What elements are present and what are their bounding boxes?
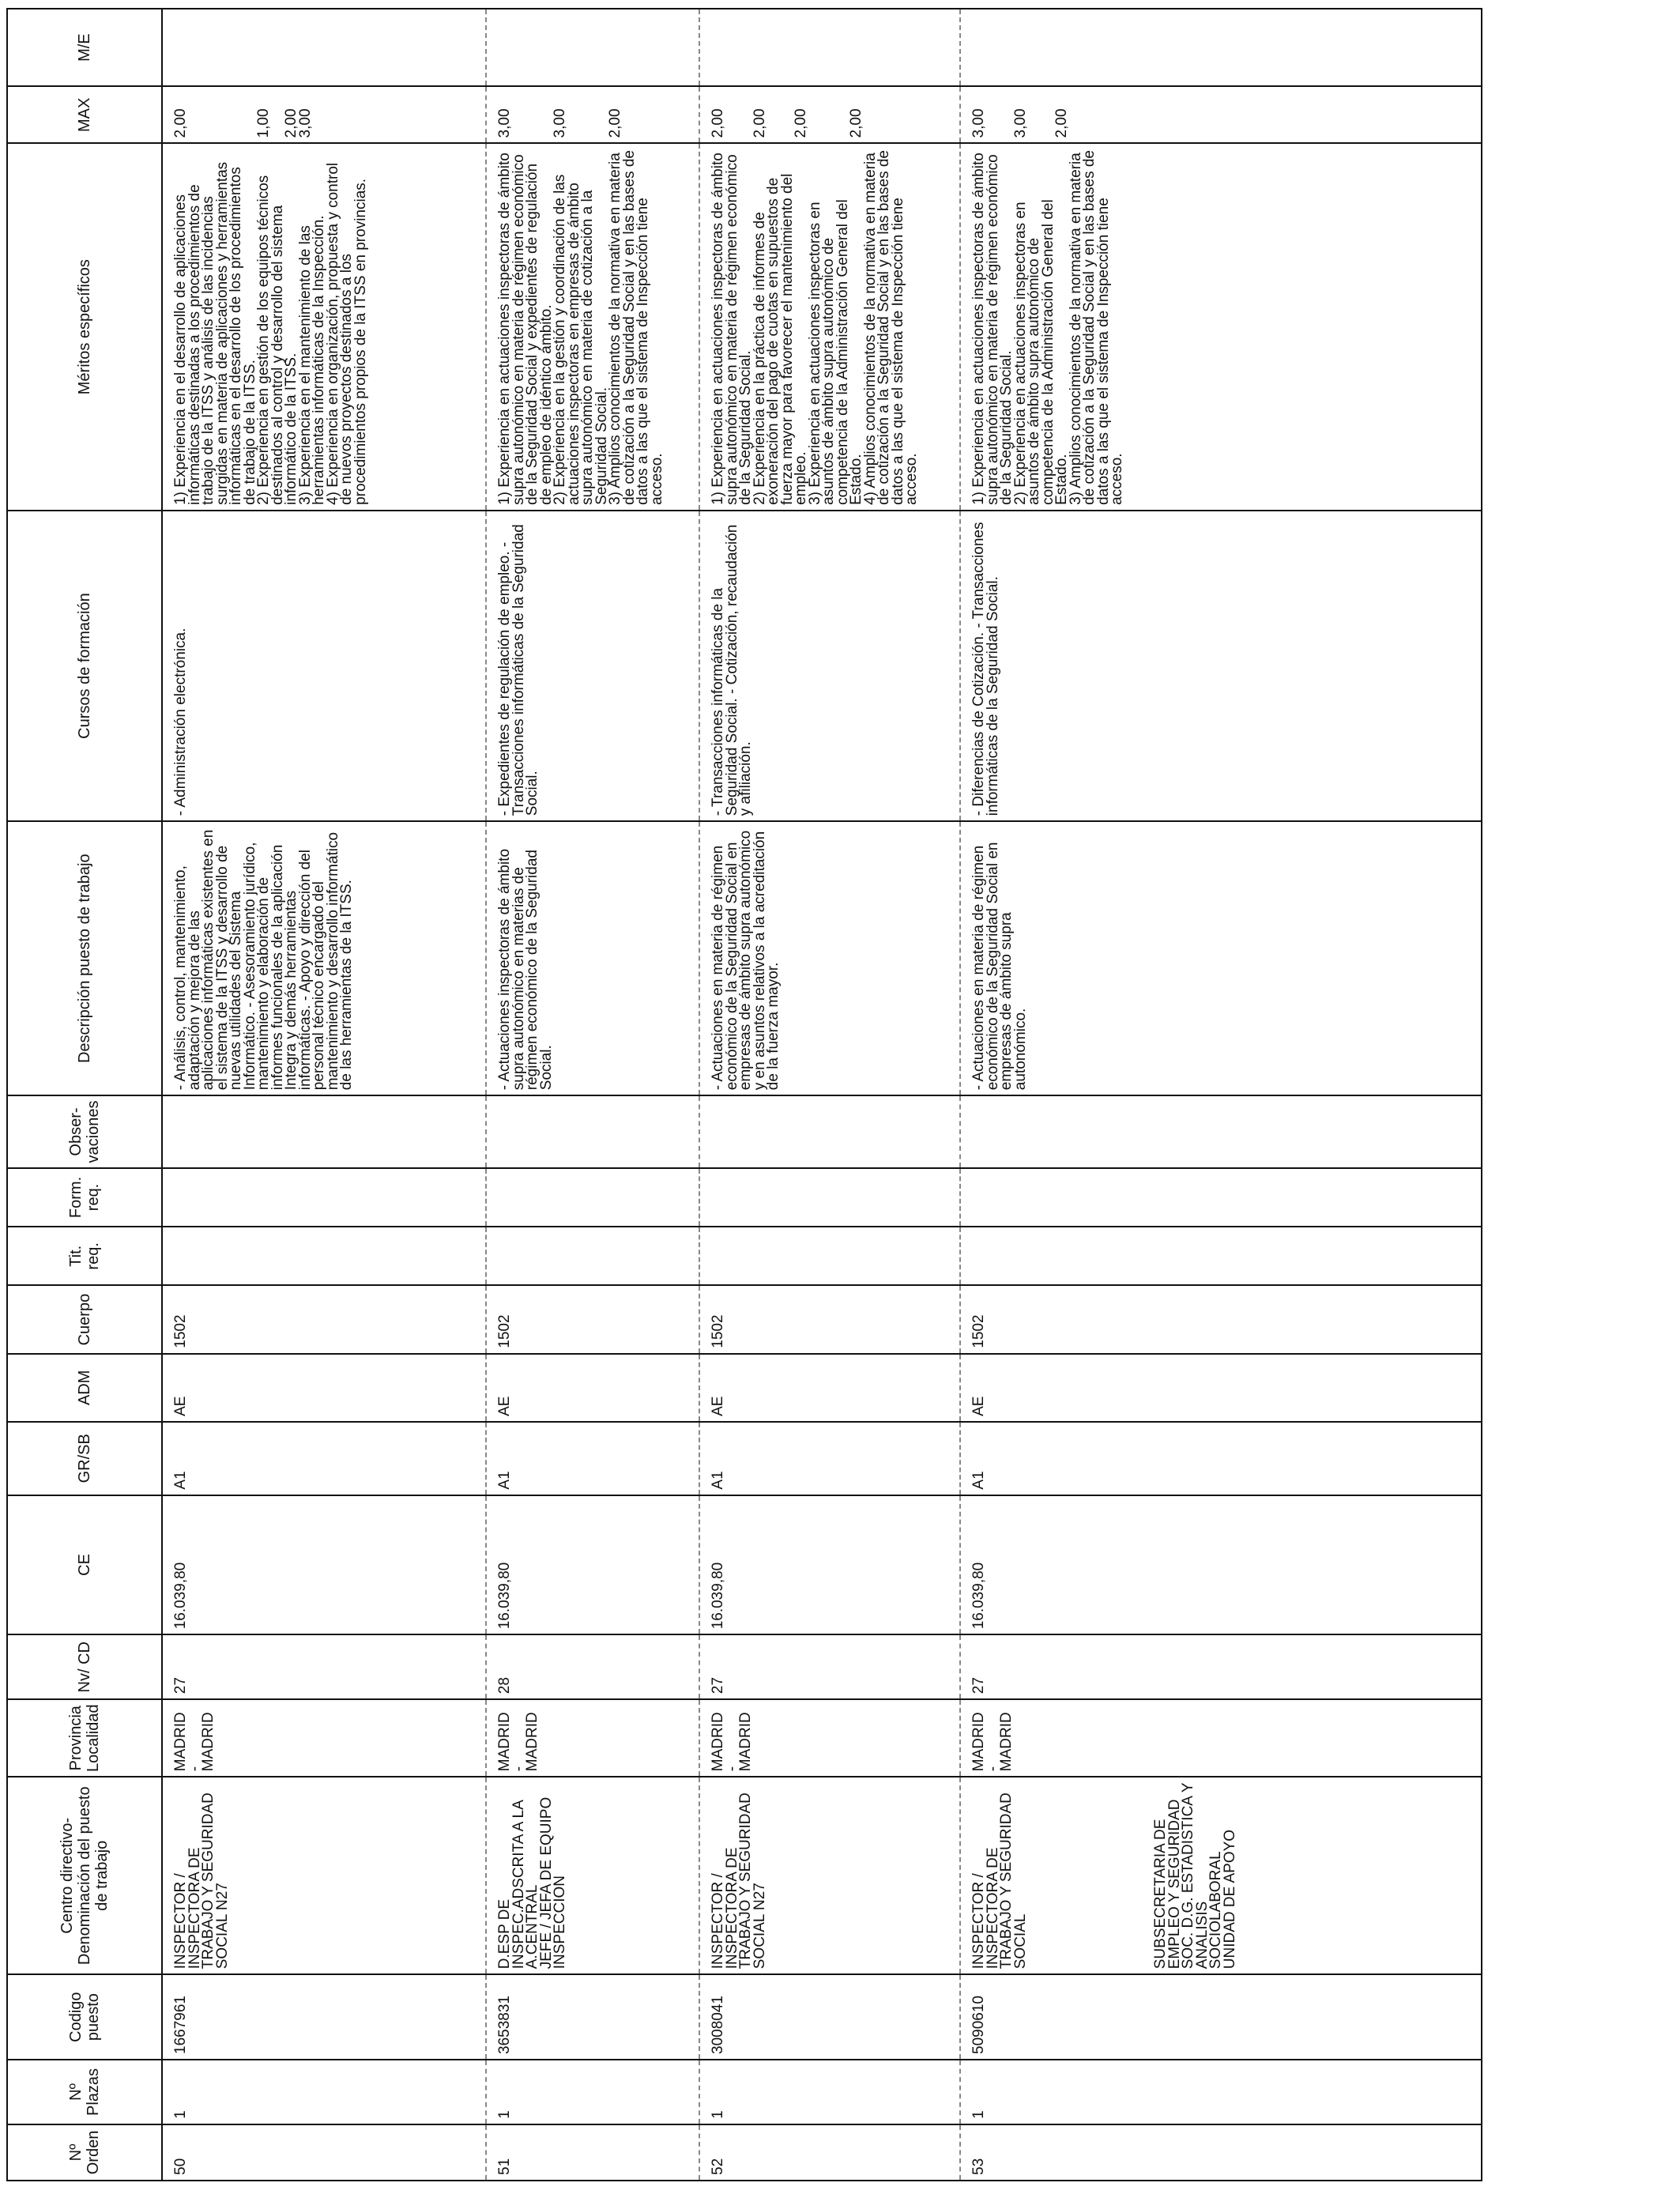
max-value: 2,00 — [172, 108, 189, 138]
merito-line: 2) Experiencia en actuaciones inspectoras en asuntos de ámbito supra autonómico de competencia de la Administración General del Estado. — [1011, 199, 1070, 505]
header-codigo: Codigo puesto — [7, 1974, 162, 2060]
merito-line: 1) Experiencia en el desarrollo de aplicaciones informáticas destinadas a los procedimientos de trabajo de la ITSS y análisis de las incidencias surgidas en materia de aplicaciones y herramientas informáticas en el desarrollo de los procedimientos de trabajo de la ITSS. — [172, 161, 258, 505]
cell-me — [699, 9, 960, 86]
cell-cursos: - Diferencias de Cotización. - Transacciones informáticas de la Seguridad Social. — [960, 511, 1482, 821]
max-value: 3,00 — [970, 108, 987, 138]
cell-descripcion: - Actuaciones en materia de régimen económico de la Seguridad Social en empresas de ámbito supra autonómico y en asuntos relativos a la acreditación de la fuerza mayor. — [699, 821, 960, 1095]
cell-cuerpo: 1502 — [486, 1286, 699, 1354]
cell-obs — [162, 1095, 486, 1168]
cell-adm: AE — [699, 1354, 960, 1422]
cell-adm: AE — [162, 1354, 486, 1422]
header-meritos: Méritos específicos — [7, 143, 162, 510]
positions-table — [6, 8, 1482, 2181]
cell-plazas: 1 — [699, 2060, 960, 2124]
cell-tit — [486, 1227, 699, 1285]
centro-denominacion: INSPECTOR / INSPECTORA DE TRABAJO Y SEGURIDAD SOCIAL N27 — [172, 1793, 231, 1970]
max-value: 2,00 — [848, 108, 864, 138]
centro-directivo: SUBSECRETARIA DE EMPLEO Y SEGURIDAD SOC. D.G. ESTADISTICA Y ANALISIS SOCIOLABORAL — [1152, 1782, 1224, 1970]
cell-cuerpo: 1502 — [960, 1286, 1482, 1354]
cell-form — [162, 1168, 486, 1227]
cell-grupo: A1 — [699, 1422, 960, 1495]
cell-codigo: 5090610 — [960, 1974, 1482, 2060]
cell-tit — [960, 1227, 1482, 1285]
header-cursos: Cursos de formación — [7, 511, 162, 821]
merito-line: 1) Experiencia en actuaciones inspectoras de ámbito supra autonómico en materia de régimen económico de la Seguridad Social. — [710, 153, 754, 505]
cell-form — [960, 1168, 1482, 1227]
header-cuerpo: Cuerpo — [7, 1286, 162, 1354]
cell-form — [699, 1168, 960, 1227]
cell-nivel: 27 — [960, 1634, 1482, 1699]
merito-line: 3) Amplios conocimientos de la normativa en materia de cotización a la Seguridad Social y en las bases de datos a las que el sistema de Inspección tiene acceso. — [607, 149, 665, 505]
merito-line: 2) Experiencia en gestión de los equipos técnicos destinados al control y desarrollo del sistema informático de la ITSS. — [255, 175, 299, 505]
cell-plazas: 1 — [162, 2060, 486, 2124]
cell-orden: 52 — [699, 2124, 960, 2181]
cell-centro — [486, 1777, 699, 1974]
cell-orden: 50 — [162, 2124, 486, 2181]
max-value: 2,00 — [710, 108, 726, 138]
cell-provincia: MADRID - MADRID — [699, 1699, 960, 1777]
header-grupo: GR/SB — [7, 1422, 162, 1495]
cell-max — [486, 86, 699, 143]
cell-cuerpo: 1502 — [699, 1286, 960, 1354]
cell-grupo: A1 — [486, 1422, 699, 1495]
cell-me — [486, 9, 699, 86]
merito-line: 3) Amplios conocimientos de la normativa en materia de cotización a la Seguridad Social y en las bases de datos a las que el sistema de Inspección tiene acceso. — [1067, 149, 1125, 505]
centro-denominacion: INSPECTOR / INSPECTORA DE TRABAJO Y SEGURIDAD SOCIAL N27 — [710, 1793, 768, 1970]
max-value: 3,00 — [496, 108, 513, 138]
max-value: 2,00 — [1053, 108, 1070, 138]
cell-cursos: - Expedientes de regulación de empleo. - Transacciones informáticas de la Seguridad Social. — [486, 511, 699, 821]
centro-directivo: D.ESP DE INSPEC.ADSCRITA A LA A.CENTRAL — [496, 1800, 541, 1970]
cell-cuerpo: 1502 — [162, 1286, 486, 1354]
cell-centro — [960, 1777, 1482, 1974]
cell-grupo: A1 — [162, 1422, 486, 1495]
table-row — [699, 9, 960, 2181]
cell-orden: 53 — [960, 2124, 1482, 2181]
header-provincia: Provincia Localidad — [7, 1699, 162, 1777]
header-tit: Tit. req. — [7, 1227, 162, 1285]
cell-obs — [960, 1095, 1482, 1168]
table-row — [486, 9, 699, 2181]
cell-form — [486, 1168, 699, 1227]
max-value: 1,00 — [255, 108, 272, 138]
header-max: MAX — [7, 86, 162, 143]
cell-tit — [699, 1227, 960, 1285]
header-plazas: Nº Plazas — [7, 2060, 162, 2124]
cell-descripcion: - Actuaciones inspectoras de ámbito supra autonómico en materias de régimen económico de la Seguridad Social. — [486, 821, 699, 1095]
max-value: 2,00 — [283, 108, 299, 138]
cell-max — [162, 86, 486, 143]
cell-provincia: MADRID - MADRID — [960, 1699, 1482, 1777]
table-row — [162, 9, 486, 2181]
merito-line: 4) Experiencia en organización, propuesta y control de nuevos proyectos destinados a los procedimientos propios de la ITSS en provincias. — [324, 162, 369, 505]
header-obs: Obser- vaciones — [7, 1095, 162, 1168]
cell-orden: 51 — [486, 2124, 699, 2181]
cell-ce: 16.039,80 — [960, 1495, 1482, 1635]
cell-cursos: - Transacciones informáticas de la Seguridad Social. - Cotización, recaudación y afiliación. — [699, 511, 960, 821]
cell-meritos — [486, 143, 699, 510]
unidad: UNIDAD DE APOYO — [1221, 1829, 1238, 1970]
cell-nivel: 28 — [486, 1634, 699, 1699]
header-nivel: Nv/ CD — [7, 1634, 162, 1699]
cell-me — [960, 9, 1482, 86]
cell-provincia: MADRID - MADRID — [486, 1699, 699, 1777]
cell-centro — [162, 1777, 486, 1974]
cell-max — [960, 86, 1482, 143]
cell-obs — [486, 1095, 699, 1168]
centro-denominacion: JEFE / JEFA DE EQUIPO INSPECCION — [537, 1796, 568, 1970]
max-value: 3,00 — [552, 108, 568, 138]
cell-plazas: 1 — [960, 2060, 1482, 2124]
cell-grupo: A1 — [960, 1422, 1482, 1495]
header-orden: Nº Orden — [7, 2124, 162, 2181]
header-adm: ADM — [7, 1354, 162, 1422]
cell-codigo: 3008041 — [699, 1974, 960, 2060]
table-row — [960, 9, 1482, 2181]
cell-ce: 16.039,80 — [486, 1495, 699, 1635]
cell-ce: 16.039,80 — [699, 1495, 960, 1635]
cell-nivel: 27 — [162, 1634, 486, 1699]
merito-line: 1) Experiencia en actuaciones inspectoras de ámbito supra autonómico en materia de régimen económico de la Seguridad Social. — [970, 153, 1015, 505]
cell-meritos — [162, 143, 486, 510]
header-ce: CE — [7, 1495, 162, 1635]
merito-line: 4) Amplios conocimientos de la normativa en materia de cotización a la Seguridad Social y en las bases de datos a las que el sistema de Inspección tiene acceso. — [861, 149, 920, 505]
cell-centro — [699, 1777, 960, 1974]
cell-codigo: 3653831 — [486, 1974, 699, 2060]
cell-nivel: 27 — [699, 1634, 960, 1699]
cell-meritos — [960, 143, 1482, 510]
cell-me — [162, 9, 486, 86]
header-me: M/E — [7, 9, 162, 86]
max-value: 2,00 — [751, 108, 768, 138]
max-value: 2,00 — [607, 108, 623, 138]
max-value: 3,00 — [296, 108, 314, 138]
cell-codigo: 1667961 — [162, 1974, 486, 2060]
cell-plazas: 1 — [486, 2060, 699, 2124]
cell-descripcion: - Actuaciones en materia de régimen económico de la Seguridad Social en empresas de ámbito supra autonómico. — [960, 821, 1482, 1095]
cell-cursos: - Administración electrónica. — [162, 511, 486, 821]
centro-denominacion: INSPECTOR / INSPECTORA DE TRABAJO Y SEGURIDAD SOCIAL — [970, 1793, 1029, 1970]
merito-line: 2) Experiencia en la gestión y coordinación de las actuaciones inspectoras en empresas de ámbito supra autonómico en materia de cotización a la Seguridad Social. — [552, 174, 610, 505]
cell-obs — [699, 1095, 960, 1168]
cell-descripcion: - Análisis, control, mantenimiento, adaptación y mejora de las aplicaciones informáticas existentes en el sistema de la ITSS y desarrollo de nuevas utilidades del Sistema Informático. - Asesoramiento jurídico, mantenimiento y elaboración de informes funcionales de la aplicación Integra y demás herramientas informáticas. - Apoyo y dirección del personal técnico encargado del mantenimiento y desarrollo informático de las herramientas de la ITSS. — [162, 821, 486, 1095]
header-centro: Centro directivo- Denominación del puesto de trabajo — [7, 1777, 162, 1974]
cell-adm: AE — [486, 1354, 699, 1422]
merito-line: 2) Experiencia en la práctica de informes de exoneración del pago de cuotas en supuestos de fuerza mayor para favorecer el mantenimiento del empleo. — [751, 173, 809, 505]
cell-ce: 16.039,80 — [162, 1495, 486, 1635]
header-form: Form. req. — [7, 1168, 162, 1227]
max-value: 3,00 — [1011, 108, 1029, 138]
merito-line: 1) Experiencia en actuaciones inspectoras de ámbito supra autonómico en materia de régimen económico de la Seguridad Social y expedientes de regulación de empleo de idéntico ámbito. — [496, 153, 555, 505]
max-value: 2,00 — [793, 108, 809, 138]
merito-line: 3) Experiencia en actuaciones inspectoras en asuntos de ámbito supra autonómico de competencia de la Administración General del Estado. — [806, 199, 864, 505]
cell-provincia: MADRID - MADRID — [162, 1699, 486, 1777]
header-row — [7, 9, 162, 2181]
cell-adm: AE — [960, 1354, 1482, 1422]
cell-max — [699, 86, 960, 143]
cell-meritos — [699, 143, 960, 510]
merito-line: 3) Experiencia en el mantenimiento de las herramientas informáticas de la Inspección. — [296, 215, 327, 505]
cell-tit — [162, 1227, 486, 1285]
header-descripcion: Descripción puesto de trabajo — [7, 821, 162, 1095]
